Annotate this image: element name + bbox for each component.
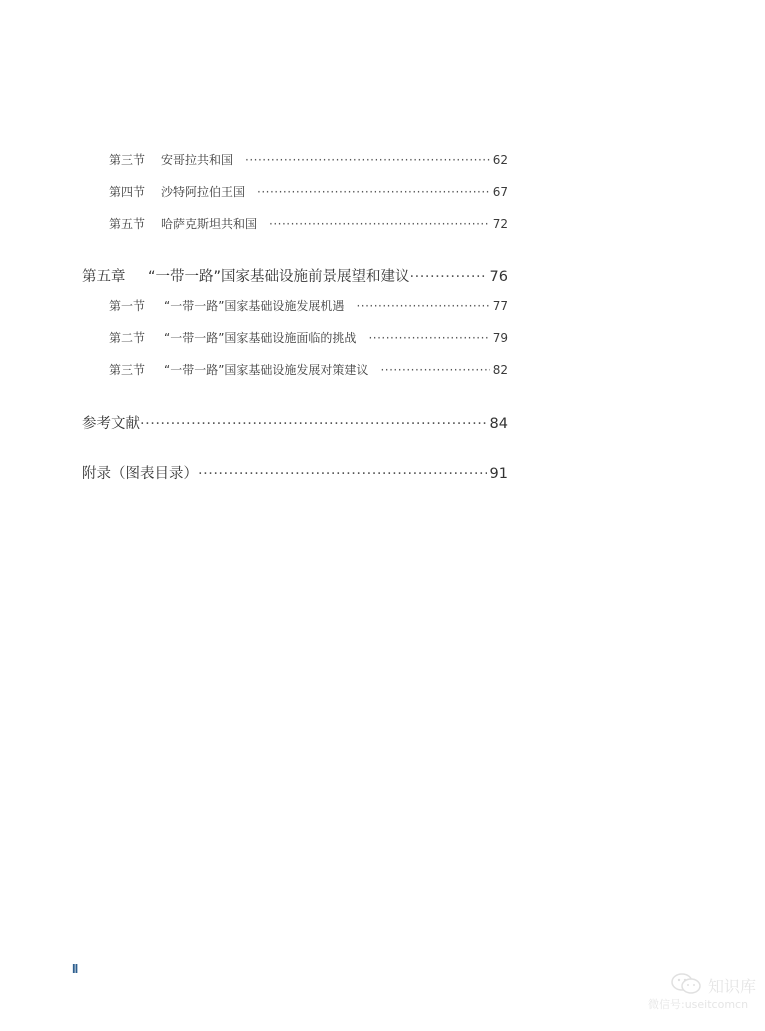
watermark-id: 微信号:useitcomcn [648, 998, 749, 1011]
appendix-title: 附录（图表目录） [82, 466, 198, 482]
page-number: 76 [489, 269, 508, 285]
page-number: 62 [492, 153, 508, 167]
chapter-number: 第五章 [82, 269, 126, 285]
dot-leader [380, 363, 489, 377]
page-number: 84 [489, 416, 508, 432]
section-title: 沙特阿拉伯王国 [161, 185, 246, 199]
toc-entry-section [109, 329, 508, 346]
chapter-title: “一带一路”国家基础设施前景展望和建议 [148, 269, 410, 285]
watermark-name: 知识库 [708, 977, 757, 996]
page-number: 91 [489, 466, 508, 482]
section-title: “一带一路”国家基础设施发展机遇 [164, 299, 345, 313]
toc-entry-references [82, 412, 508, 433]
section-number: 第四节 [109, 185, 146, 199]
toc-entry-section [109, 151, 508, 168]
dot-leader [198, 466, 487, 482]
page-number: 72 [492, 217, 508, 231]
toc-entry-section [109, 215, 508, 232]
toc-entry-chapter [82, 265, 508, 286]
dot-leader [140, 416, 487, 432]
page-number: 82 [492, 363, 508, 377]
toc-entry-section [109, 361, 508, 378]
page-folio: II [72, 961, 78, 976]
page-number: 79 [492, 331, 508, 345]
page-number: 67 [492, 185, 508, 199]
section-number: 第三节 [109, 363, 146, 377]
section-number: 第二节 [109, 331, 146, 345]
section-title: 哈萨克斯坦共和国 [161, 217, 258, 231]
dot-leader [245, 153, 490, 167]
section-title: “一带一路”国家基础设施面临的挑战 [164, 331, 357, 345]
watermark [648, 968, 758, 1018]
toc-entry-section [109, 297, 508, 314]
section-title: 安哥拉共和国 [161, 153, 234, 167]
dot-leader [368, 331, 489, 345]
dot-leader [410, 269, 487, 285]
section-number: 第三节 [109, 153, 146, 167]
section-number: 第一节 [109, 299, 146, 313]
dot-leader [269, 217, 490, 231]
toc-entry-section [109, 183, 508, 200]
toc-entry-appendix [82, 462, 508, 483]
dot-leader [356, 299, 489, 313]
references-title: 参考文献 [82, 416, 140, 432]
section-number: 第五节 [109, 217, 146, 231]
page-number: 77 [492, 299, 508, 313]
section-title: “一带一路”国家基础设施发展对策建议 [164, 363, 369, 377]
dot-leader [257, 185, 490, 199]
